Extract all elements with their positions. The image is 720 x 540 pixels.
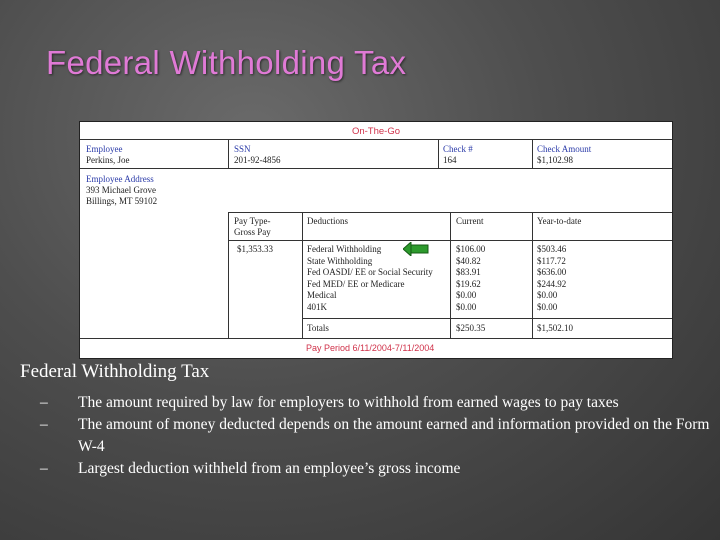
col-divider: [532, 139, 533, 168]
address-line-1: 393 Michael Grove: [86, 185, 156, 195]
col-divider: [302, 212, 303, 338]
address-field: [86, 174, 157, 207]
paystub-image: [79, 121, 673, 359]
check-amount-value: $1,102.98: [537, 155, 573, 165]
deduction-name: Medical: [307, 290, 337, 300]
ssn-field: [234, 144, 281, 166]
pay-type-label: Pay Type-: [234, 216, 271, 226]
deduction-current: $40.82: [456, 255, 481, 266]
employee-field: [86, 144, 130, 166]
bullet-marker: –: [40, 460, 48, 477]
gross-pay-value: $1,353.33: [237, 244, 273, 254]
row-divider: [80, 139, 672, 140]
slide-subtitle: Federal Withholding Tax: [20, 361, 210, 382]
bullet-text: Largest deduction withheld from an employee’s gross income: [78, 460, 461, 477]
totals-label: Totals: [307, 323, 329, 333]
current-header: Current: [456, 216, 484, 226]
deduction-ytd: $117.72: [537, 255, 566, 266]
totals-current: $250.35: [456, 323, 486, 333]
deduction-name: State Withholding: [307, 255, 373, 266]
col-divider: [438, 139, 439, 168]
col-divider: [228, 139, 229, 168]
address-label: Employee Address: [86, 174, 154, 184]
pay-period: Pay Period 6/11/2004-7/11/2004: [306, 343, 435, 353]
deductions-header: Deductions: [307, 216, 348, 226]
row-divider: [80, 168, 672, 169]
deduction-current: $19.62: [456, 278, 481, 289]
slide-title: Federal Withholding Tax: [46, 44, 407, 81]
bullet-item: [40, 414, 710, 458]
col-divider: [450, 212, 451, 338]
employee-label: Employee: [86, 144, 123, 154]
deduction-current: $0.00: [456, 290, 477, 300]
check-amount-field: [537, 144, 591, 166]
deduction-current: $83.91: [456, 267, 481, 277]
bullet-text: The amount required by law for employers to withhold from earned wages to pay taxes: [78, 394, 619, 411]
gross-pay-label: Gross Pay: [234, 227, 271, 237]
pay-type-header: [234, 216, 271, 238]
col-divider: [532, 212, 533, 338]
deduction-ytd-values: [537, 244, 566, 313]
check-number-value: 164: [443, 155, 457, 165]
deduction-name: Federal Withholding: [307, 244, 382, 254]
employee-value: Perkins, Joe: [86, 155, 130, 165]
ytd-header: Year-to-date: [537, 216, 582, 226]
bullet-text: The amount of money deducted depends on the amount earned and information provided on the Form W-4: [78, 416, 710, 455]
deduction-ytd: $636.00: [537, 267, 567, 277]
deduction-name: Fed MED/ EE or Medicare: [307, 278, 405, 289]
green-arrow-left-icon: [403, 242, 429, 256]
address-line-2: Billings, MT 59102: [86, 196, 158, 206]
deduction-name: 401K: [307, 301, 327, 312]
bullet-marker: –: [40, 394, 48, 411]
deduction-current: $106.00: [456, 244, 486, 254]
check-number-label: Check #: [443, 144, 473, 154]
deduction-ytd: $503.46: [537, 244, 567, 254]
ssn-value: 201-92-4856: [234, 155, 281, 165]
col-divider: [228, 212, 229, 338]
deduction-current-values: [456, 244, 485, 313]
totals-ytd: $1,502.10: [537, 323, 573, 333]
check-amount-label: Check Amount: [537, 144, 592, 154]
row-divider: [302, 318, 672, 319]
deduction-current: $0.00: [456, 301, 477, 312]
deduction-ytd: $244.92: [537, 278, 567, 289]
company-name: On-The-Go: [351, 126, 401, 137]
bullet-item: [40, 458, 710, 480]
deduction-ytd: $0.00: [537, 290, 558, 300]
bullet-item: [40, 392, 710, 414]
bullet-marker: –: [40, 416, 48, 433]
check-number-field: [443, 144, 473, 166]
ssn-label: SSN: [234, 144, 251, 154]
row-divider: [80, 338, 672, 339]
bullet-list: [40, 392, 710, 480]
deduction-name: Fed OASDI/ EE or Social Security: [307, 267, 433, 277]
deduction-ytd: $0.00: [537, 301, 558, 312]
